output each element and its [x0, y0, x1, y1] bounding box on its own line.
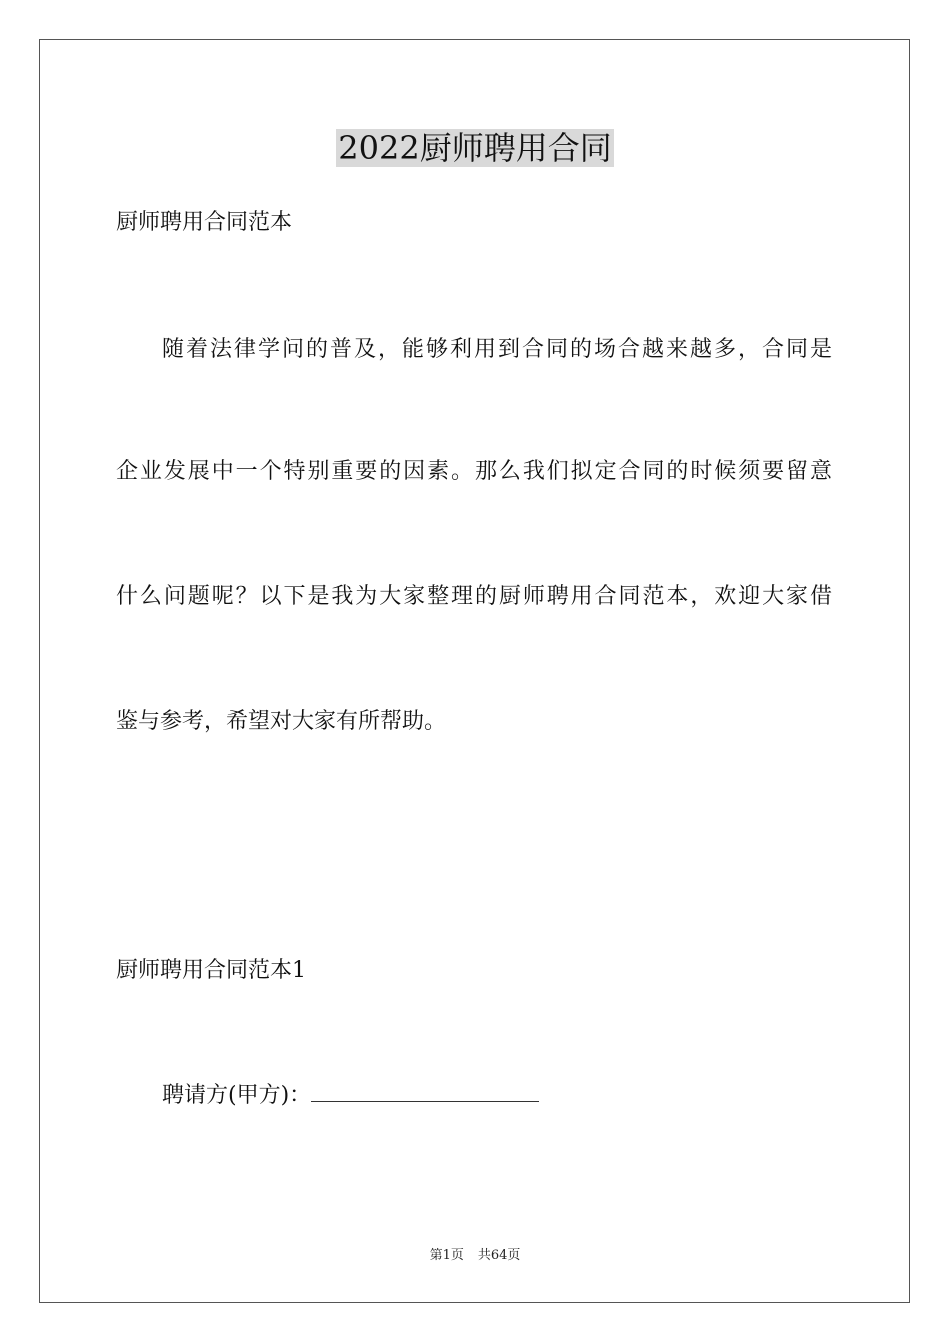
page-footer: [0, 1247, 950, 1265]
party-a-label: 聘请方(甲方)：: [162, 1083, 312, 1108]
paragraph-line-3: 什么问题呢？以下是我为大家整理的厨师聘用合同范本，欢迎大家借: [116, 584, 832, 609]
paragraph-line-4: 鉴与参考，希望对大家有所帮助。: [116, 709, 447, 734]
page-number: 第1页: [429, 1248, 464, 1263]
paragraph-line-2: 企业发展中一个特别重要的因素。那么我们拟定合同的时候须要留意: [116, 459, 832, 484]
document-subtitle: 厨师聘用合同范本: [116, 210, 293, 235]
section-heading: 厨师聘用合同范本1: [116, 958, 306, 983]
party-a-row: [162, 1081, 539, 1111]
document-title-text: 2022厨师聘用合同: [338, 129, 612, 167]
document-title: [0, 128, 950, 168]
party-a-blank-line[interactable]: [311, 1081, 539, 1102]
page-total: 共64页: [477, 1248, 521, 1263]
paragraph-line-1: 随着法律学问的普及，能够利用到合同的场合越来越多，合同是: [162, 337, 832, 362]
